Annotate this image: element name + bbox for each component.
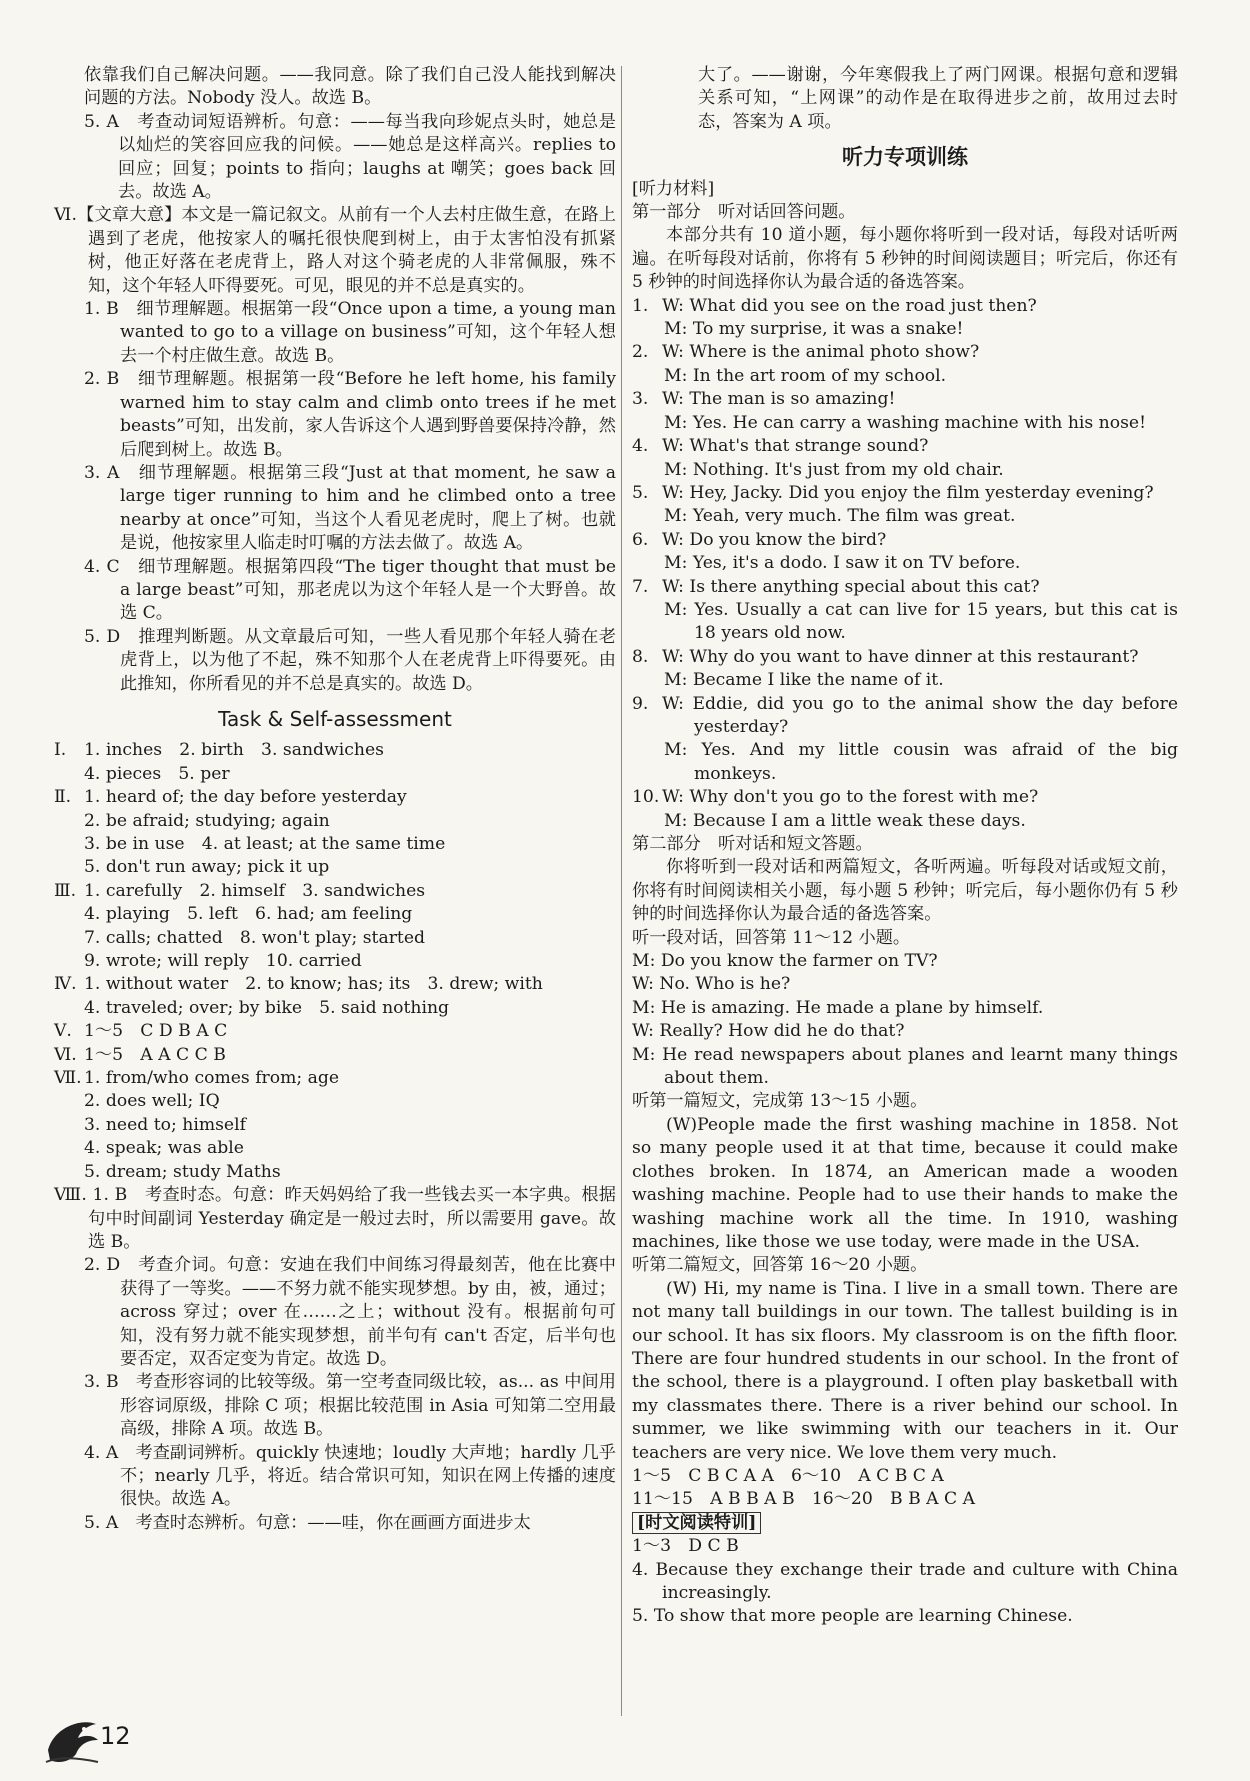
right-column [632, 64, 1178, 1629]
dialog-line: 5. W: Hey, Jacky. Did you enjoy the film yesterday evening? [632, 482, 1154, 503]
answer-line: 4. Because they exchange their trade and culture with China increasingly. [632, 1559, 1178, 1603]
dialog-line: 2. W: Where is the animal photo show? [632, 342, 980, 363]
answer-line: 4. speak; was able [84, 1138, 244, 1159]
answer-line: Ⅱ. 1. heard of; the day before yesterday [54, 787, 407, 808]
left-column [54, 64, 616, 1535]
dialog-line: 6. W: Do you know the bird? [632, 529, 887, 550]
dialog-line: 3. W: The man is so amazing! [632, 389, 896, 410]
answer-line: 5. dream; study Maths [84, 1161, 281, 1182]
answer-line: 4. pieces 5. per [84, 763, 230, 784]
dialog-line: M: Became I like the name of it. [664, 670, 944, 691]
answer-item: 4. C 细节理解题。根据第四段“The tiger thought that must be a large beast”可知，那老虎以为这个年轻人是一个大野兽。故选 C。 [84, 556, 616, 624]
dialog-line: M: Because I am a little weak these days. [664, 810, 1026, 831]
answer-item: 5. D 推理判断题。从文章最后可知，一些人看见那个年轻人骑在老虎背上，以为他了不起，殊不知那个人在老虎背上吓得要死。由此推知，你所看见的并不总是真实的。故选 D。 [84, 626, 616, 694]
paragraph: 大了。——谢谢，今年寒假我上了两门网课。根据句意和逻辑关系可知，“上网课”的动作是在取得进步之前，故用过去时态，答案为 A 项。 [698, 65, 1178, 132]
answer-group [54, 739, 616, 1184]
answer-line: 7. calls; chatted 8. won't play; started [84, 927, 425, 948]
answer-line: 2. be afraid; studying; again [84, 810, 330, 831]
answer-line: Ⅰ. 1. inches 2. birth 3. sandwiches [54, 740, 384, 761]
dialog-line: M: Yes, it's a dodo. I saw it on TV before. [664, 553, 1021, 574]
passage-title: 听第二篇短文，回答第 16～20 小题。 [632, 1255, 928, 1276]
section-heading: 听力专项训练 [842, 145, 968, 170]
dialog-line: M: He read newspapers about planes and learnt many things about them. [632, 1044, 1178, 1089]
dialog-line: W: No. Who is he? [632, 974, 791, 995]
dialog-line: M: To my surprise, it was a snake! [664, 319, 964, 340]
answer-line: 5. don't run away; pick it up [84, 857, 330, 878]
answer-item: 5. A 考查动词短语辨析。句意：——每当我向珍妮点头时，她总是以灿烂的笑容回应我的问候。——她总是这样高兴。replies to 回应；回复；points to 指向；laughs at 嘲笑；goes back 回去。故选 A。 [84, 111, 616, 203]
passage-text: (W)People made the first washing machine in 1858. Not so many people used it at that time, because it could make clothes broken. In 1874, an American made a wooden washing machine. People had to use their hands to make the washing machine work all the time. In 1910, washing machines, like those we use today, were made in the USA. [632, 1114, 1178, 1252]
dolphin-logo-icon [40, 1710, 150, 1770]
paragraph: 依靠我们自己解决问题。——我同意。除了我们自己没人能找到解决问题的方法。Nobody 没人。故选 B。 [84, 65, 616, 109]
answer-item: 3. B 考查形容词的比较等级。第一空考查同级比较，as... as 中间用形容词原级，排除 C 项；根据比较范围 in Asia 可知第二空用最高级，排除 A 项。故选 B。 [84, 1372, 616, 1440]
dialog-line: M: Yes. And my little cousin was afraid of the big monkeys. [664, 740, 1178, 784]
answer-item: 2. B 细节理解题。根据第一段“Before he left home, his family warned him to stay calm and climb onto trees if he met beasts”可知，出发前，家人告诉这个人遇到野兽要保持冷静，然后爬到树上。故选 B。 [84, 369, 616, 460]
answer-line: 3. be in use 4. at least; at the same time [84, 834, 446, 854]
answer-line: 4. traveled; over; by bike 5. said nothing [84, 997, 450, 1018]
answer-item: Ⅷ. 1. B 考查时态。句意：昨天妈妈给了我一些钱去买一本字典。根据句中时间副词 Yesterday 确定是一般过去时，所以需要用 gave。故选 B。 [54, 1185, 616, 1252]
passage-title: 听第一篇短文，完成第 13～15 小题。 [632, 1091, 928, 1112]
dialog-line: 7. W: Is there anything special about this cat? [632, 576, 1040, 597]
answer-line: Ⅳ. 1. without water 2. to know; has; its 3. drew; with [54, 974, 543, 995]
passage-summary: Ⅵ.【文章大意】本文是一篇记叙文。从前有一个人去村庄做生意，在路上遇到了老虎，他按家人的嘱托很快爬到树上，由于太害怕没有抓紧树，他正好落在老虎背上，路人对这个骑老虎的人非常佩服，殊不知，这个年轻人吓得要死。可见，眼见的并不总是真实的。 [54, 205, 616, 296]
answer-line: 2. does well; IQ [84, 1091, 220, 1112]
material-label: [听力材料] [632, 178, 715, 199]
column-divider [621, 66, 622, 1716]
dialog-line: M: He is amazing. He made a plane by himself. [632, 997, 1044, 1018]
dialog-line: M: In the art room of my school. [664, 365, 947, 386]
answer-item: 1. B 细节理解题。根据第一段“Once upon a time, a young man wanted to go to a village on business”可知，这个年轻人想去一个村庄做生意。故选 B。 [84, 299, 616, 366]
instructions: 本部分共有 10 道小题，每小题你将听到一段对话，每段对话听两遍。在听每段对话前，你将有 5 秒钟的时间阅读题目；听完后，你还有 5 秒钟的时间选择你认为最合适的备选答案。 [632, 225, 1178, 293]
dialog-line: W: Really? How did he do that? [632, 1021, 905, 1042]
part-title: 第一部分 听对话回答问题。 [632, 202, 856, 223]
answer-line: 9. wrote; will reply 10. carried [84, 951, 362, 972]
answer-line: Ⅲ. 1. carefully 2. himself 3. sandwiches [54, 880, 426, 901]
answer-item: 3. A 细节理解题。根据第三段“Just at that moment, he saw a large tiger running to him and he climbed onto a tree nearby at once”可知，当这个人看见老虎时，爬上了树。也就是说，他按家里人临走时叮嘱的方法去做了。故选 A。 [84, 462, 616, 554]
answer-item: 5. A 考查时态辨析。句意：——哇，你在画画方面进步太 [84, 1512, 531, 1533]
dialog-line: M: Do you know the farmer on TV? [632, 951, 938, 972]
dialog-list [632, 295, 1178, 833]
dialog-line: 10. W: Why don't you go to the forest with me? [632, 787, 1039, 808]
answer-line: 3. need to; himself [84, 1114, 246, 1135]
answer-line: Ⅴ. 1～5 C D B A C [54, 1021, 228, 1042]
dialog-line: 8. W: Why do you want to have dinner at this restaurant? [632, 646, 1139, 667]
page-number: 12 [100, 1722, 131, 1750]
dialog-line: M: Nothing. It's just from my old chair. [664, 459, 1004, 480]
dialog-line: 4. W: What's that strange sound? [632, 436, 929, 457]
answer-line: 1～3 D C B [632, 1536, 739, 1557]
instructions: 你将听到一段对话和两篇短文，各听两遍。听每段对话或短文前，你将有时间阅读相关小题，每小题 5 秒钟；听完后，每小题你仍有 5 秒钟的时间选择你认为最合适的备选答案。 [632, 857, 1178, 925]
dialog-title: 听一段对话，回答第 11～12 小题。 [632, 927, 911, 948]
part-title: 第二部分 听对话和短文答题。 [632, 834, 873, 854]
answer-key: 11～15 A B B A B 16～20 B B A C A [632, 1489, 976, 1510]
dialog-line: 9. W: Eddie, did you go to the animal show the day before yesterday? [632, 693, 1178, 737]
dialog-line: 1. W: What did you see on the road just then? [632, 295, 1037, 316]
answer-key: 1～5 C B C A A 6～10 A C B C A [632, 1465, 944, 1486]
dialog-line: M: Yes. Usually a cat can live for 15 years, but this cat is 18 years old now. [664, 599, 1178, 644]
dialog-line: M: Yes. He can carry a washing machine with his nose! [664, 412, 1146, 433]
section-heading: Task & Self-assessment [218, 706, 452, 731]
answer-line: Ⅵ. 1～5 A A C C B [54, 1044, 226, 1065]
dialog-line: M: Yeah, very much. The film was great. [664, 506, 1016, 527]
answer-item: 4. A 考查副词辨析。quickly 快速地；loudly 大声地；hardly 几乎不；nearly 几乎，将近。结合常识可知，知识在网上传播的速度很快。故选 A。 [84, 1442, 616, 1510]
reading-label: [时文阅读特训] [632, 1512, 1178, 1535]
answer-line: 5. To show that more people are learning Chinese. [632, 1606, 1073, 1627]
answer-line: Ⅶ. 1. from/who comes from; age [54, 1068, 340, 1089]
passage-text: (W) Hi, my name is Tina. I live in a small town. There are not many tall buildings in our town. The tallest building is in our school. It has six floors. My classroom is on the fifth floor. There are four hundred students in our school. In the front of the school, there is a playground. I often play basketball with my classmates there. There is a river behind our school. In summer, we like swimming with our teachers in it. Our teachers are very nice. We love them very much. [632, 1278, 1178, 1463]
answer-line: 4. playing 5. left 6. had; am feeling [84, 904, 413, 925]
answer-item: 2. D 考查介词。句意：安迪在我们中间练习得最刻苦，他在比赛中获得了一等奖。——不努力就不能实现梦想。by 由，被，通过；across 穿过；over 在……之上；without 没有。根据前句可知，没有努力就不能实现梦想，前半句有 can't 否定，后半句也要否定，双否定变为肯定。故选 D。 [84, 1255, 616, 1369]
